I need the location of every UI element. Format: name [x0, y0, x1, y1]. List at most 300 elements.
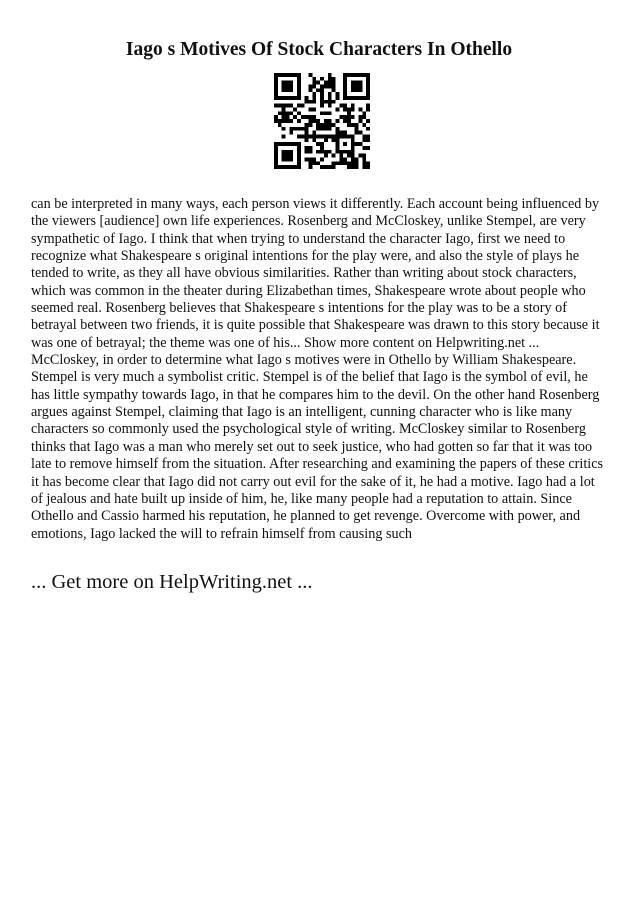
qr-module [351, 165, 355, 169]
qr-module [351, 138, 355, 142]
qr-module [289, 142, 293, 146]
qr-module [355, 96, 359, 100]
qr-module [297, 146, 301, 150]
qr-module [358, 108, 362, 112]
qr-module [366, 81, 370, 85]
qr-module [358, 119, 362, 123]
qr-module [328, 73, 332, 77]
qr-module [328, 123, 332, 127]
qr-module [324, 154, 328, 158]
qr-module [351, 161, 355, 165]
qr-module [274, 92, 278, 96]
qr-module [320, 111, 324, 115]
qr-module [324, 127, 328, 131]
qr-module [362, 161, 366, 165]
qr-module [320, 157, 324, 161]
qr-module [289, 131, 293, 135]
qr-module [274, 119, 278, 123]
qr-module [339, 150, 343, 154]
qr-module [297, 134, 301, 138]
qr-module [335, 127, 339, 131]
qr-module [305, 96, 309, 100]
qr-module [351, 96, 355, 100]
qr-module [278, 165, 282, 169]
qr-module [328, 165, 332, 169]
qr-module [309, 100, 313, 104]
qr-module [274, 77, 278, 81]
qr-module [320, 150, 324, 154]
get-more-link[interactable]: ... Get more on HelpWriting.net ... [31, 571, 313, 593]
qr-module [328, 100, 332, 104]
qr-module [366, 134, 370, 138]
qr-module [293, 108, 297, 112]
qr-module [309, 157, 313, 161]
qr-module [358, 115, 362, 119]
qr-module [347, 73, 351, 77]
qr-module [347, 108, 351, 112]
qr-module [351, 88, 355, 92]
qr-module [343, 134, 347, 138]
qr-module [274, 146, 278, 150]
qr-module [297, 111, 301, 115]
qr-module [286, 157, 290, 161]
qr-code-icon [274, 73, 370, 169]
qr-module [282, 134, 286, 138]
qr-module [316, 127, 320, 131]
qr-module [351, 85, 355, 89]
qr-module [286, 85, 290, 89]
qr-module [335, 138, 339, 142]
qr-module [282, 150, 286, 154]
qr-module [332, 85, 336, 89]
qr-module [309, 115, 313, 119]
qr-module [351, 150, 355, 154]
qr-module [355, 131, 359, 135]
qr-module [339, 115, 343, 119]
qr-module [362, 73, 366, 77]
qr-module [351, 154, 355, 158]
qr-module [301, 127, 305, 131]
qr-module [286, 104, 290, 108]
qr-module [324, 85, 328, 89]
qr-module [312, 85, 316, 89]
qr-module [297, 127, 301, 131]
qr-module [305, 138, 309, 142]
qr-module [274, 142, 278, 146]
qr-module [343, 85, 347, 89]
paragraph: McCloskey, in order to determine what Iago s motives were in Othello by William Shakespeare. Stempel is very much a symbolist critic. Stempel is of the belief that Iago is the symbol of evil, he has little sympathy towards Iago, in that he compares him to the devil. On the other hand Rosenberg argues against Stempel, claiming that Iago is an intelligent, cunning character who is like many characters so commonly used the psychological style of writing. McCloskey similar to Rosenberg thinks that Iago was a man who merely set out to seek justice, who had gotten so far that it was too late to remove himself from the situation. After researching and examining the papers of these critics it has become clear that Iago did not carry out evil for the sake of it, he had a motive. Iago had a lot of jealous and hate built up inside of him, he, like many people had a reputation to attain. Since Othello and Cassio harmed his reputation, he planned to get revenge. Overcome with power, and emotions, Iago lacked the will to refrain himself from causing such [31, 352, 604, 542]
qr-module [335, 161, 339, 165]
qr-module [286, 142, 290, 146]
qr-module [343, 108, 347, 112]
qr-module [316, 142, 320, 146]
qr-module [301, 104, 305, 108]
qr-module [282, 115, 286, 119]
qr-module [328, 119, 332, 123]
qr-module [343, 131, 347, 135]
qr-module [274, 81, 278, 85]
qr-module [335, 96, 339, 100]
qr-module [339, 131, 343, 135]
qr-module [351, 142, 355, 146]
qr-module [297, 165, 301, 169]
qr-module [274, 96, 278, 100]
qr-module [335, 92, 339, 96]
qr-module [316, 150, 320, 154]
qr-module [286, 119, 290, 123]
qr-module [320, 165, 324, 169]
qr-module [324, 165, 328, 169]
qr-module [282, 165, 286, 169]
qr-module [316, 123, 320, 127]
qr-module [286, 154, 290, 158]
qr-module [289, 85, 293, 89]
qr-module [312, 134, 316, 138]
qr-module [289, 73, 293, 77]
qr-module [335, 108, 339, 112]
qr-module [351, 81, 355, 85]
qr-module [343, 119, 347, 123]
qr-module [347, 111, 351, 115]
qr-module [355, 161, 359, 165]
qr-module [332, 88, 336, 92]
qr-module [320, 127, 324, 131]
qr-module [362, 154, 366, 158]
qr-module [324, 119, 328, 123]
qr-module [335, 134, 339, 138]
qr-module [312, 131, 316, 135]
qr-module [328, 77, 332, 81]
qr-module [297, 161, 301, 165]
qr-module [282, 142, 286, 146]
qr-module [320, 134, 324, 138]
qr-module [309, 165, 313, 169]
qr-module [355, 157, 359, 161]
qr-module [274, 88, 278, 92]
qr-module [320, 100, 324, 104]
qr-module [328, 96, 332, 100]
qr-module [286, 88, 290, 92]
qr-module [286, 81, 290, 85]
qr-module [366, 88, 370, 92]
qr-module [351, 108, 355, 112]
qr-module [351, 157, 355, 161]
qr-module [278, 111, 282, 115]
qr-module [362, 123, 366, 127]
qr-module [278, 119, 282, 123]
qr-module [312, 161, 316, 165]
qr-module [328, 92, 332, 96]
qr-module [274, 104, 278, 108]
qr-module [343, 150, 347, 154]
qr-module [328, 85, 332, 89]
qr-module [366, 92, 370, 96]
qr-module [366, 73, 370, 77]
qr-module [358, 88, 362, 92]
qr-module [274, 150, 278, 154]
qr-module [358, 154, 362, 158]
qr-module [343, 104, 347, 108]
qr-module [366, 119, 370, 123]
qr-module [351, 73, 355, 77]
qr-module [282, 108, 286, 112]
qr-module [339, 161, 343, 165]
qr-module [355, 165, 359, 169]
qr-module [282, 81, 286, 85]
qr-module [362, 115, 366, 119]
qr-module [286, 165, 290, 169]
qr-module [335, 119, 339, 123]
qr-module [328, 111, 332, 115]
qr-module [282, 111, 286, 115]
qr-module [282, 127, 286, 131]
qr-module [309, 161, 313, 165]
qr-module [312, 96, 316, 100]
qr-module [324, 81, 328, 85]
qr-module [343, 96, 347, 100]
qr-module [320, 88, 324, 92]
qr-module [278, 96, 282, 100]
qr-module [301, 115, 305, 119]
qr-module [278, 104, 282, 108]
qr-module [312, 119, 316, 123]
qr-module [332, 77, 336, 81]
qr-module [320, 96, 324, 100]
qr-module [309, 108, 313, 112]
qr-module [332, 165, 336, 169]
qr-module [289, 119, 293, 123]
qr-module [278, 73, 282, 77]
qr-module [289, 127, 293, 131]
qr-module [320, 77, 324, 81]
qr-module [286, 115, 290, 119]
qr-module [362, 96, 366, 100]
qr-module [289, 96, 293, 100]
qr-module [366, 138, 370, 142]
qr-module [358, 96, 362, 100]
qr-module [347, 119, 351, 123]
qr-module [358, 73, 362, 77]
qr-module [343, 161, 347, 165]
qr-module [355, 81, 359, 85]
qr-module [278, 142, 282, 146]
qr-module [305, 127, 309, 131]
qr-module [282, 119, 286, 123]
qr-module [343, 88, 347, 92]
qr-module [305, 115, 309, 119]
qr-module [286, 150, 290, 154]
qr-module [362, 138, 366, 142]
qr-module [332, 134, 336, 138]
qr-module [297, 150, 301, 154]
qr-module [328, 150, 332, 154]
qr-module [289, 81, 293, 85]
qr-module [297, 92, 301, 96]
qr-module [335, 146, 339, 150]
qr-module [366, 104, 370, 108]
qr-module [343, 81, 347, 85]
qr-module [312, 92, 316, 96]
qr-module [293, 127, 297, 131]
qr-module [309, 73, 313, 77]
qr-module [286, 73, 290, 77]
qr-module [309, 146, 313, 150]
qr-module [343, 73, 347, 77]
qr-module [289, 88, 293, 92]
qr-module [339, 134, 343, 138]
qr-module [343, 142, 347, 146]
qr-module [293, 73, 297, 77]
qr-module [282, 157, 286, 161]
qr-module [339, 154, 343, 158]
qr-module [355, 123, 359, 127]
qr-module [366, 77, 370, 81]
qr-module [358, 142, 362, 146]
qr-module [301, 134, 305, 138]
qr-module [278, 123, 282, 127]
qr-module [297, 73, 301, 77]
qr-module [362, 134, 366, 138]
qr-module [355, 142, 359, 146]
qr-module [347, 165, 351, 169]
qr-module [366, 165, 370, 169]
qr-module [351, 134, 355, 138]
qr-module [289, 165, 293, 169]
qr-module [320, 85, 324, 89]
qr-module [332, 154, 336, 158]
qr-module [312, 100, 316, 104]
qr-module [366, 127, 370, 131]
qr-module [274, 115, 278, 119]
qr-module [332, 138, 336, 142]
qr-module [324, 123, 328, 127]
qr-module [328, 104, 332, 108]
qr-module [324, 100, 328, 104]
qr-module [286, 111, 290, 115]
qr-module [297, 88, 301, 92]
qr-module [312, 157, 316, 161]
qr-module [297, 85, 301, 89]
qr-module [309, 88, 313, 92]
qr-module [320, 123, 324, 127]
qr-module [324, 138, 328, 142]
qr-module [289, 150, 293, 154]
qr-module [358, 85, 362, 89]
qr-module [312, 115, 316, 119]
qr-module [309, 123, 313, 127]
qr-module [343, 77, 347, 81]
qr-module [351, 104, 355, 108]
qr-module [274, 154, 278, 158]
qr-module [305, 157, 309, 161]
qr-module [282, 96, 286, 100]
qr-module [320, 146, 324, 150]
qr-module [297, 154, 301, 158]
qr-module [347, 123, 351, 127]
qr-module [305, 100, 309, 104]
qr-module [358, 81, 362, 85]
qr-module [316, 88, 320, 92]
qr-module [305, 123, 309, 127]
qr-module [347, 150, 351, 154]
qr-module [347, 115, 351, 119]
qr-module [328, 134, 332, 138]
qr-module [328, 127, 332, 131]
qr-module [312, 138, 316, 142]
qr-module [343, 157, 347, 161]
qr-module [347, 96, 351, 100]
qr-module [289, 104, 293, 108]
qr-module [351, 115, 355, 119]
qr-module [335, 131, 339, 135]
qr-module [282, 104, 286, 108]
qr-module [289, 111, 293, 115]
qr-module [347, 134, 351, 138]
qr-module [309, 150, 313, 154]
qr-module [312, 108, 316, 112]
paragraph: can be interpreted in many ways, each person views it differently. Each account being influenced by the viewers [audience] own life experiences. Rosenberg and McCloskey, unlike Stempel, are very sympathetic of Iago. I think that when trying to understand the character Iago, first we need to recognize what Shakespeare s original intentions for the play were, and also the style of plays he tended to write, as they all have obvious similarities. Rather than writing about stock characters, which was common in the theater during Elizabethan times, Shakespeare wrote about people who seemed real. Rosenberg believes that Shakespeare s intentions for the play was to be a story of betrayal between two friends, it is quite possible that Shakespeare was drawn to this story because it was one of betrayal; the theme was one of his... Show more content on Helpwriting.net ... [31, 196, 600, 351]
qr-module [309, 119, 313, 123]
qr-module [335, 142, 339, 146]
qr-module [305, 131, 309, 135]
qr-module [286, 96, 290, 100]
qr-module [324, 150, 328, 154]
qr-module [332, 81, 336, 85]
qr-module [339, 104, 343, 108]
qr-module [309, 85, 313, 89]
qr-module [351, 123, 355, 127]
qr-module [355, 85, 359, 89]
qr-module [305, 150, 309, 154]
qr-module [351, 146, 355, 150]
qr-module [289, 154, 293, 158]
page-title: Iago s Motives Of Stock Characters In Othello [125, 39, 513, 60]
qr-module [362, 157, 366, 161]
qr-module [316, 119, 320, 123]
qr-module [366, 146, 370, 150]
qr-module [328, 81, 332, 85]
qr-module [282, 85, 286, 89]
article-body [31, 196, 609, 543]
qr-module [316, 161, 320, 165]
qr-module [274, 157, 278, 161]
qr-module [305, 146, 309, 150]
qr-module [358, 131, 362, 135]
qr-module [312, 81, 316, 85]
qr-module [332, 100, 336, 104]
qr-module [297, 96, 301, 100]
qr-module [297, 142, 301, 146]
qr-module [293, 96, 297, 100]
qr-module [335, 150, 339, 154]
qr-module [347, 161, 351, 165]
qr-module [297, 81, 301, 85]
qr-module [274, 161, 278, 165]
qr-module [366, 108, 370, 112]
qr-module [289, 157, 293, 161]
qr-module [293, 115, 297, 119]
qr-module [355, 88, 359, 92]
qr-module [366, 85, 370, 89]
qr-module [332, 123, 336, 127]
qr-module [366, 96, 370, 100]
qr-module [282, 154, 286, 158]
qr-module [274, 73, 278, 77]
qr-module [282, 73, 286, 77]
qr-module [320, 104, 324, 108]
qr-module [282, 88, 286, 92]
qr-module [347, 154, 351, 158]
